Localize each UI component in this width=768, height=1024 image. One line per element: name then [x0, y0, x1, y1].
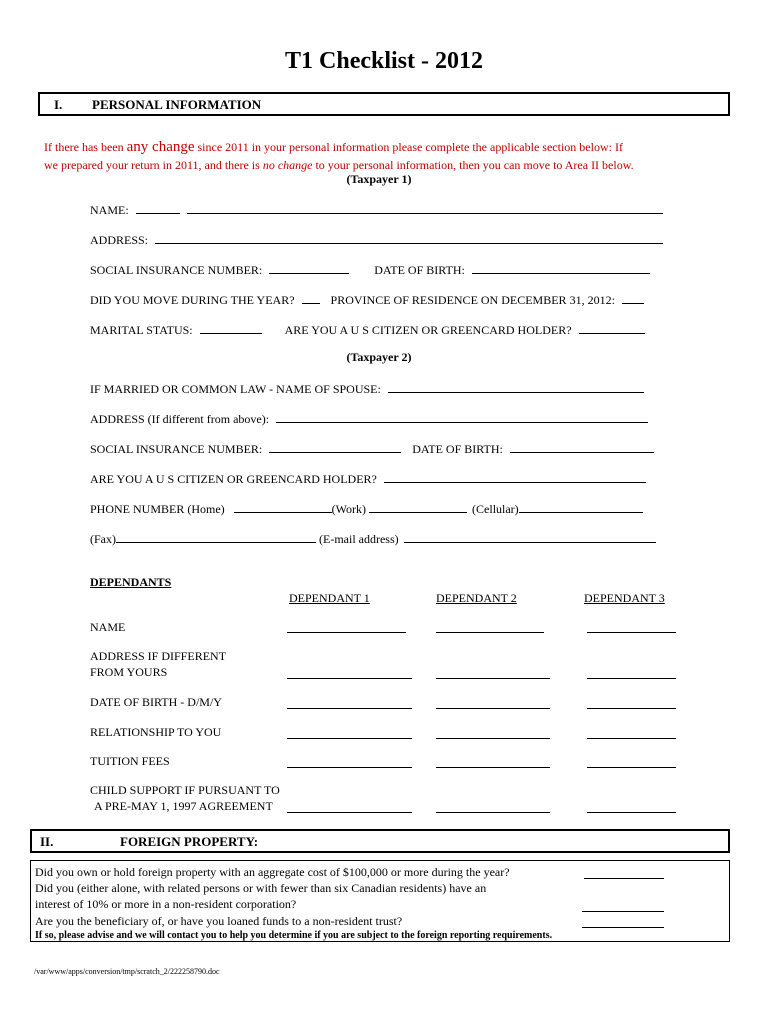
phone-cell-label: (Cellular)	[472, 502, 519, 516]
dob-field[interactable]	[472, 262, 650, 274]
section-2-title: FOREIGN PROPERTY:	[120, 834, 259, 849]
sin-label: SOCIAL INSURANCE NUMBER:	[90, 263, 263, 277]
spouse-dob-field[interactable]	[510, 441, 654, 453]
taxpayer-1-heading: (Taxpayer 1)	[346, 172, 412, 186]
phone-home-field[interactable]	[234, 501, 332, 513]
citizen-label: ARE YOU A U S CITIZEN OR GREENCARD HOLDER?	[284, 323, 572, 337]
dep1-dob-field[interactable]	[287, 708, 412, 709]
address-field[interactable]	[155, 232, 663, 244]
dep3-tuition-field[interactable]	[587, 767, 676, 768]
dep2-dob-field[interactable]	[436, 708, 550, 709]
notice-text: since 2011 in your personal information please complete the applicable section below: If	[194, 140, 623, 154]
dep3-dob-field[interactable]	[587, 708, 676, 709]
dependant-3-header: DEPENDANT 3	[584, 591, 665, 605]
foreign-note: If so, please advise and we will contact you to help you determine if you are subject to the foreign reporting requirements.	[35, 930, 553, 941]
sin-row	[90, 262, 650, 278]
province-field[interactable]	[622, 292, 644, 304]
address-label: ADDRESS:	[90, 233, 149, 247]
dep2-child-support-field[interactable]	[436, 812, 550, 813]
move-field[interactable]	[302, 292, 320, 304]
phone-work-field[interactable]	[369, 501, 467, 513]
dep1-child-support-field[interactable]	[287, 812, 412, 813]
dep2-address-field[interactable]	[436, 678, 550, 679]
spouse-label: IF MARRIED OR COMMON LAW - NAME OF SPOUSE:	[90, 382, 381, 396]
phone-cell-field[interactable]	[519, 501, 643, 513]
dep1-relationship-field[interactable]	[287, 738, 412, 739]
fax-field[interactable]	[116, 531, 316, 543]
spouse-dob-label: DATE OF BIRTH:	[412, 442, 503, 456]
dependants-heading: DEPENDANTS	[90, 575, 172, 589]
marital-field[interactable]	[200, 322, 262, 334]
dep3-name-field[interactable]	[587, 632, 676, 633]
spouse-address-row	[90, 411, 648, 427]
spouse-citizen-row	[90, 471, 646, 487]
notice-emphasis: no change	[262, 158, 313, 172]
dob-label: DATE OF BIRTH:	[374, 263, 465, 277]
notice-text: we prepared your return in 2011, and there is	[44, 158, 263, 172]
dep3-child-support-field[interactable]	[587, 812, 676, 813]
dep-address-label-1: ADDRESS IF DIFFERENT	[90, 649, 227, 663]
email-field[interactable]	[404, 531, 656, 543]
spouse-citizen-label: ARE YOU A U S CITIZEN OR GREENCARD HOLDER?	[90, 472, 377, 486]
dep-child-support-label-1: CHILD SUPPORT IF PURSUANT TO	[90, 783, 280, 797]
section-1-header	[38, 92, 730, 116]
sin-field[interactable]	[269, 262, 349, 274]
fax-row	[90, 531, 656, 547]
dep3-relationship-field[interactable]	[587, 738, 676, 739]
dep-dob-label: DATE OF BIRTH - D/M/Y	[90, 695, 222, 709]
dep1-name-field[interactable]	[287, 632, 406, 633]
address-row	[90, 232, 663, 248]
move-label: DID YOU MOVE DURING THE YEAR?	[90, 293, 295, 307]
email-label: (E-mail address)	[319, 532, 399, 546]
foreign-q2-line-1: Did you (either alone, with related persons or with fewer than six Canadian residents) have an	[35, 881, 487, 895]
page-title: T1 Checklist - 2012	[285, 48, 483, 74]
dep2-relationship-field[interactable]	[436, 738, 550, 739]
notice-emphasis: any change	[126, 139, 195, 155]
spouse-row	[90, 381, 644, 397]
foreign-q2-line-2: interest of 10% or more in a non-resident corporation?	[35, 897, 297, 911]
dep-address-label-2: FROM YOURS	[90, 665, 168, 679]
dep1-address-field[interactable]	[287, 678, 412, 679]
dep1-tuition-field[interactable]	[287, 767, 412, 768]
file-path-footer: /var/www/apps/conversion/tmp/scratch_2/222258790.doc	[34, 967, 220, 976]
phone-work-label: (Work)	[331, 502, 367, 516]
name-label: NAME:	[90, 203, 129, 217]
province-label: PROVINCE OF RESIDENCE ON DECEMBER 31, 2012:	[330, 293, 615, 307]
dep-relationship-label: RELATIONSHIP TO YOU	[90, 725, 222, 739]
dep-name-label: NAME	[90, 620, 126, 634]
citizen-field[interactable]	[579, 322, 645, 334]
foreign-q3-field[interactable]	[582, 927, 664, 928]
dep2-tuition-field[interactable]	[436, 767, 550, 768]
section-2-header	[30, 829, 730, 853]
foreign-q2-field[interactable]	[582, 911, 664, 912]
fax-label: (Fax)	[90, 532, 116, 546]
marital-label: MARITAL STATUS:	[90, 323, 193, 337]
foreign-q3: Are you the beneficiary of, or have you loaned funds to a non-resident trust?	[35, 914, 403, 928]
change-notice	[44, 138, 634, 174]
foreign-q1: Did you own or hold foreign property with an aggregate cost of $100,000 or more during the year?	[35, 865, 510, 879]
spouse-sin-field[interactable]	[269, 441, 401, 453]
phone-home-label: PHONE NUMBER (Home)	[90, 502, 225, 516]
phone-row	[90, 501, 643, 517]
name-field-2[interactable]	[187, 202, 663, 214]
spouse-address-label: ADDRESS (If different from above):	[90, 412, 270, 426]
section-1-number: I.	[54, 97, 63, 112]
dep2-name-field[interactable]	[436, 632, 544, 633]
dependant-1-header: DEPENDANT 1	[289, 591, 370, 605]
dep-child-support-label-2: A PRE-MAY 1, 1997 AGREEMENT	[94, 799, 273, 813]
spouse-field[interactable]	[388, 381, 644, 393]
notice-text: to your personal information, then you can move to Area II below.	[312, 158, 634, 172]
dep-tuition-label: TUITION FEES	[90, 754, 170, 768]
dependant-2-header: DEPENDANT 2	[436, 591, 517, 605]
section-2-number: II.	[40, 834, 54, 849]
spouse-citizen-field[interactable]	[384, 471, 646, 483]
dep3-address-field[interactable]	[587, 678, 676, 679]
spouse-sin-label: SOCIAL INSURANCE NUMBER:	[90, 442, 263, 456]
taxpayer-2-heading: (Taxpayer 2)	[346, 350, 412, 364]
spouse-sin-row	[90, 441, 654, 457]
notice-text: If there has been	[44, 140, 127, 154]
spouse-address-field[interactable]	[276, 411, 648, 423]
move-row	[90, 292, 644, 308]
name-field-1[interactable]	[136, 202, 180, 214]
name-row	[90, 202, 663, 218]
foreign-property-box	[30, 860, 730, 942]
section-1-title: PERSONAL INFORMATION	[92, 97, 262, 112]
marital-row	[90, 322, 645, 338]
foreign-q1-field[interactable]	[584, 878, 664, 879]
